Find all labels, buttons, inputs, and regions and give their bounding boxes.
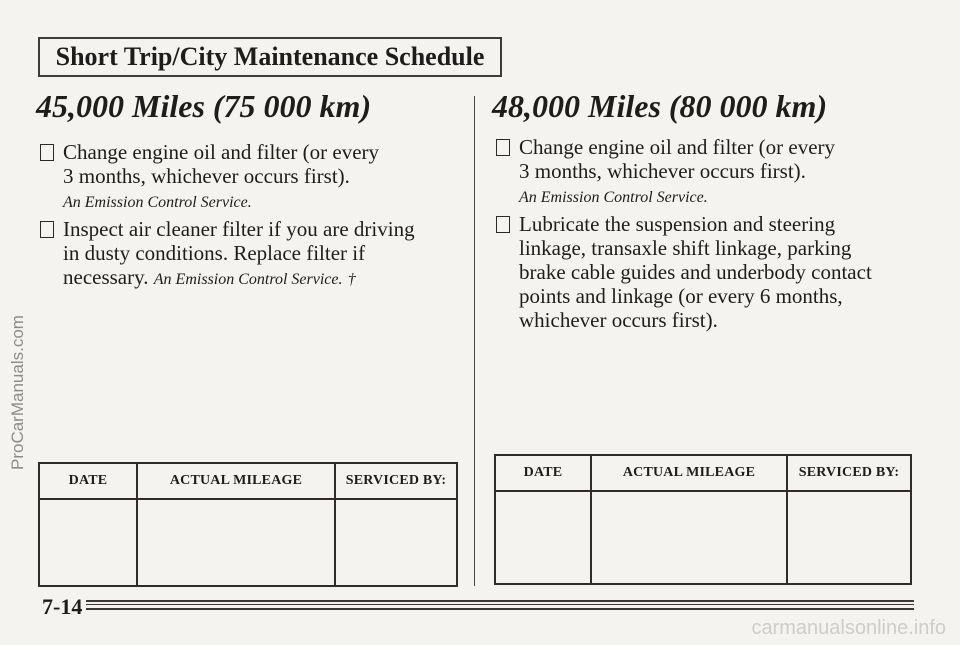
left-interval-title: 45,000 Miles (75 000 km) bbox=[36, 88, 372, 124]
table-header-serviced-by: SERVICED BY: bbox=[336, 464, 456, 500]
table-header-date: DATE bbox=[40, 464, 138, 500]
bottom-watermark: carmanualsonline.info bbox=[751, 617, 946, 639]
mileage-entry-cell[interactable] bbox=[592, 492, 788, 583]
item-line-last bbox=[63, 265, 415, 292]
item-line: necessary. bbox=[63, 265, 149, 289]
table-header-serviced-by: SERVICED BY: bbox=[788, 456, 910, 492]
item-line: Change engine oil and filter (or every bbox=[519, 135, 836, 159]
item-line: 3 months, whichever occurs first). bbox=[63, 164, 350, 188]
item-line: points and linkage (or every 6 months, bbox=[519, 284, 843, 308]
date-entry-cell[interactable] bbox=[40, 500, 138, 585]
footer-rule bbox=[86, 600, 914, 610]
footer-rule-middle bbox=[86, 604, 914, 605]
page-number: 7-14 bbox=[42, 594, 83, 619]
emission-note: An Emission Control Service. bbox=[153, 271, 343, 288]
item-line: in dusty conditions. Replace filter if bbox=[63, 241, 366, 265]
table-header-mileage: ACTUAL MILEAGE bbox=[592, 456, 788, 492]
checkbox-icon[interactable] bbox=[496, 139, 510, 156]
left-service-record-table bbox=[38, 462, 458, 587]
item-line: Inspect air cleaner filter if you are driving bbox=[63, 217, 415, 241]
section-header-box bbox=[38, 37, 502, 77]
serviced-by-entry-cell[interactable] bbox=[336, 500, 456, 585]
date-entry-cell[interactable] bbox=[496, 492, 592, 583]
item-line: 3 months, whichever occurs first). bbox=[519, 159, 806, 183]
checkbox-icon[interactable] bbox=[40, 144, 54, 161]
item-line: brake cable guides and underbody contact bbox=[519, 260, 872, 284]
checkbox-icon[interactable] bbox=[496, 216, 510, 233]
item-line: linkage, transaxle shift linkage, parking bbox=[519, 236, 852, 260]
section-header-title: Short Trip/City Maintenance Schedule bbox=[55, 42, 485, 71]
item-line: whichever occurs first). bbox=[519, 308, 718, 332]
checkbox-icon[interactable] bbox=[40, 221, 54, 238]
right-interval-title: 48,000 Miles (80 000 km) bbox=[492, 88, 828, 124]
side-watermark: ProCarManuals.com bbox=[8, 315, 27, 470]
emission-note: An Emission Control Service. bbox=[519, 189, 708, 206]
item-line: Lubricate the suspension and steering bbox=[519, 212, 836, 236]
mileage-entry-cell[interactable] bbox=[138, 500, 336, 585]
table-header-date: DATE bbox=[496, 456, 592, 492]
emission-note: An Emission Control Service. bbox=[63, 194, 252, 211]
serviced-by-entry-cell[interactable] bbox=[788, 492, 910, 583]
table-header-mileage: ACTUAL MILEAGE bbox=[138, 464, 336, 500]
right-service-record-table bbox=[494, 454, 912, 585]
column-divider bbox=[474, 96, 475, 586]
dagger-mark: † bbox=[347, 271, 356, 288]
item-line: Change engine oil and filter (or every bbox=[63, 140, 380, 164]
